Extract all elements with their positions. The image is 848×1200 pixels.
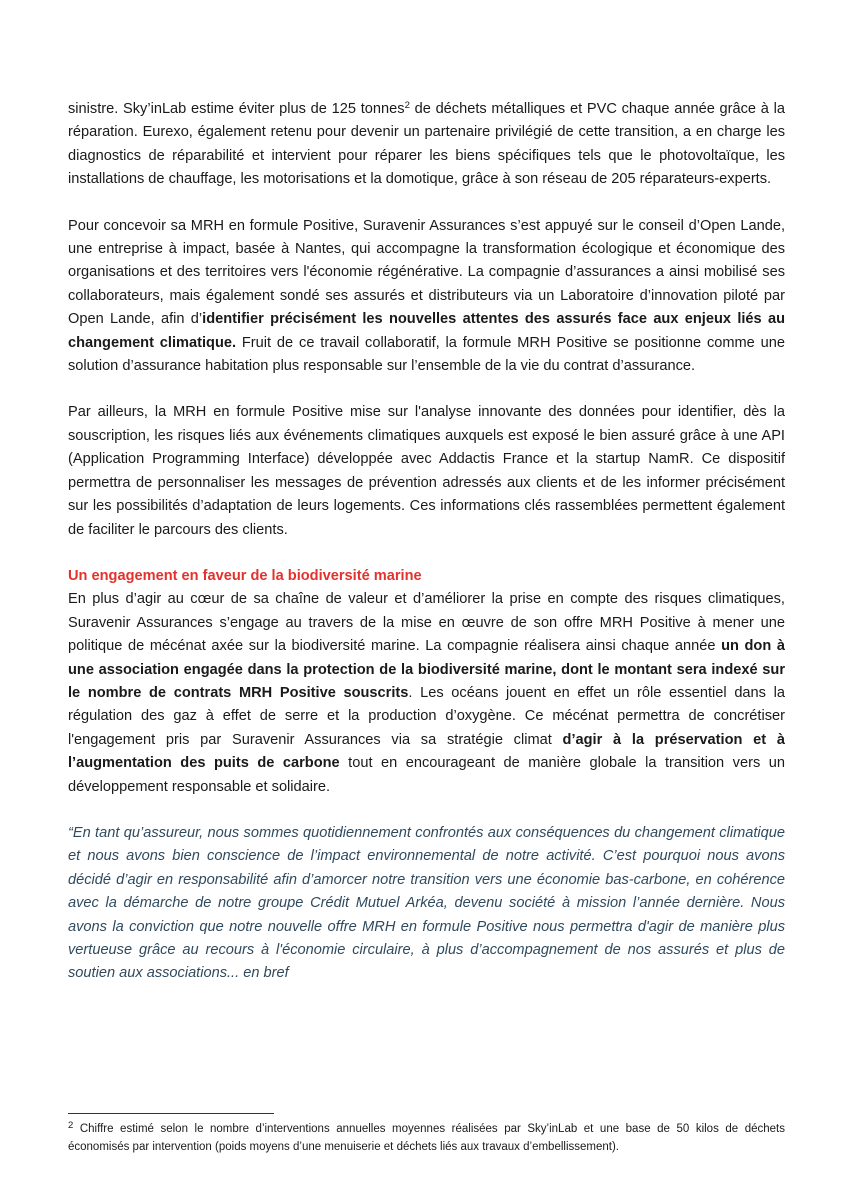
- quote-paragraph: “En tant qu’assureur, nous sommes quotidiennement confrontés aux conséquences du changement climatique et nous avons bien conscience de l’impact environnemental de notre activité. C’est pourquoi nous avons décidé d’agir en responsabilité afin d’amorcer notre transition vers une économie bas-carbone, en cohérence avec la démarche de notre groupe Crédit Mutuel Arkéa, devenu société à mission l’année dernière. Nous avons la conviction que notre nouvelle offre MRH en formule Positive nous permettra d'agir de manière plus vertueuse grâce au recours à l'économie circulaire, à plus d’accompagnement de nos assurés et plus de soutien aux associations... en bref: [68, 824, 785, 982]
- footnote-separator: [68, 1113, 274, 1114]
- paragraph-text: En plus d’agir au cœur de sa chaîne de valeur et d’améliorer la prise en compte des risques climatiques, Suravenir Assurances s’engage au travers de la mise en œuvre de son offre MRH Positive à mener une politique de mécénat axée sur la biodiversité marine. La compagnie réalisera ainsi chaque année: [68, 591, 785, 655]
- paragraph-text: Fruit de ce travail collaboratif, la formule MRH Positive se positionne comme une solution d’assurance habitation plus responsable sur l’ensemble de la vie du contrat d’assurance.: [68, 334, 785, 375]
- footnote: [68, 1120, 785, 1156]
- emphasis-text: un don à une association engagée dans la protection de la biodiversité marine, dont le montant sera indexé sur le nombre de contrats MRH Positive souscrits: [68, 638, 785, 701]
- paragraph-reparation: [68, 98, 785, 192]
- footnote-reference[interactable]: 2: [404, 100, 410, 111]
- paragraph-api: Par ailleurs, la MRH en formule Positive mise sur l'analyse innovante des données pour identifier, dès la souscription, les risques liés aux événements climatiques auxquels est exposé le bien assuré grâce à une API (Application Programming Interface) développée avec Addactis France et la startup NamR. Ce dispositif permettra de personnaliser les messages de prévention adressés aux clients et de les informer précisément sur les possibilités d’adaptation de leurs logements. Ces informations clés rassemblées permettent également de faciliter le parcours des clients.: [68, 404, 785, 538]
- document-body: [68, 98, 785, 986]
- emphasis-text: d’agir à la préservation et à l’augmentation des puits de carbone: [68, 731, 785, 772]
- emphasis-text: identifier précisément les nouvelles attentes des assurés face aux enjeux liés au changement climatique.: [68, 311, 785, 351]
- paragraph-text: Pour concevoir sa MRH en formule Positive, Suravenir Assurances s’est appuyé sur le conseil d’Open Lande, une entreprise à impact, basée à Nantes, qui accompagne la transformation écologique et économique des organisations et des territoires vers l'économie régénérative. La compagnie d’assurances a ainsi mobilisé ses collaborateurs, mais également sondé ses assurés et distributeurs via un Laboratoire d’innovation piloté par Open Lande, afin d’: [68, 217, 785, 328]
- paragraph-text: tout en encourageant de manière globale la transition vers un développement responsable et solidaire.: [68, 755, 785, 795]
- paragraph-text: . Les océans jouent en effet un rôle essentiel dans la régulation des gaz à effet de serre et la production d’oxygène. Ce mécénat permettra de concrétiser l'engagement pris par Suravenir Assurances via sa stratégie climat: [68, 684, 785, 748]
- paragraph-text: de déchets métalliques et PVC chaque année grâce à la réparation. Eurexo, également retenu pour devenir un partenaire privilégié de cette transition, a en charge les diagnostics de réparabilité et intervient pour réparer les biens spécifiques tels que le photovoltaïque, les installations de chauffage, les motorisations et la domotique, grâce à son réseau de 205 réparateurs-experts.: [68, 101, 785, 188]
- section-heading: Un engagement en faveur de la biodiversité marine: [68, 567, 422, 584]
- footnote-text: Chiffre estimé selon le nombre d’interventions annuelles moyennes réalisées par Sky’inLab et une base de 50 kilos de déchets économisés par intervention (poids moyens d’une menuiserie et déchets liés aux travaux d’embellissement).: [68, 1123, 785, 1153]
- footnote-number: 2: [68, 1120, 74, 1131]
- paragraph-open-lande: [68, 215, 785, 379]
- paragraph-biodiversite: [68, 588, 785, 799]
- paragraph-text: sinistre. Sky’inLab estime éviter plus de 125 tonnes: [68, 101, 405, 117]
